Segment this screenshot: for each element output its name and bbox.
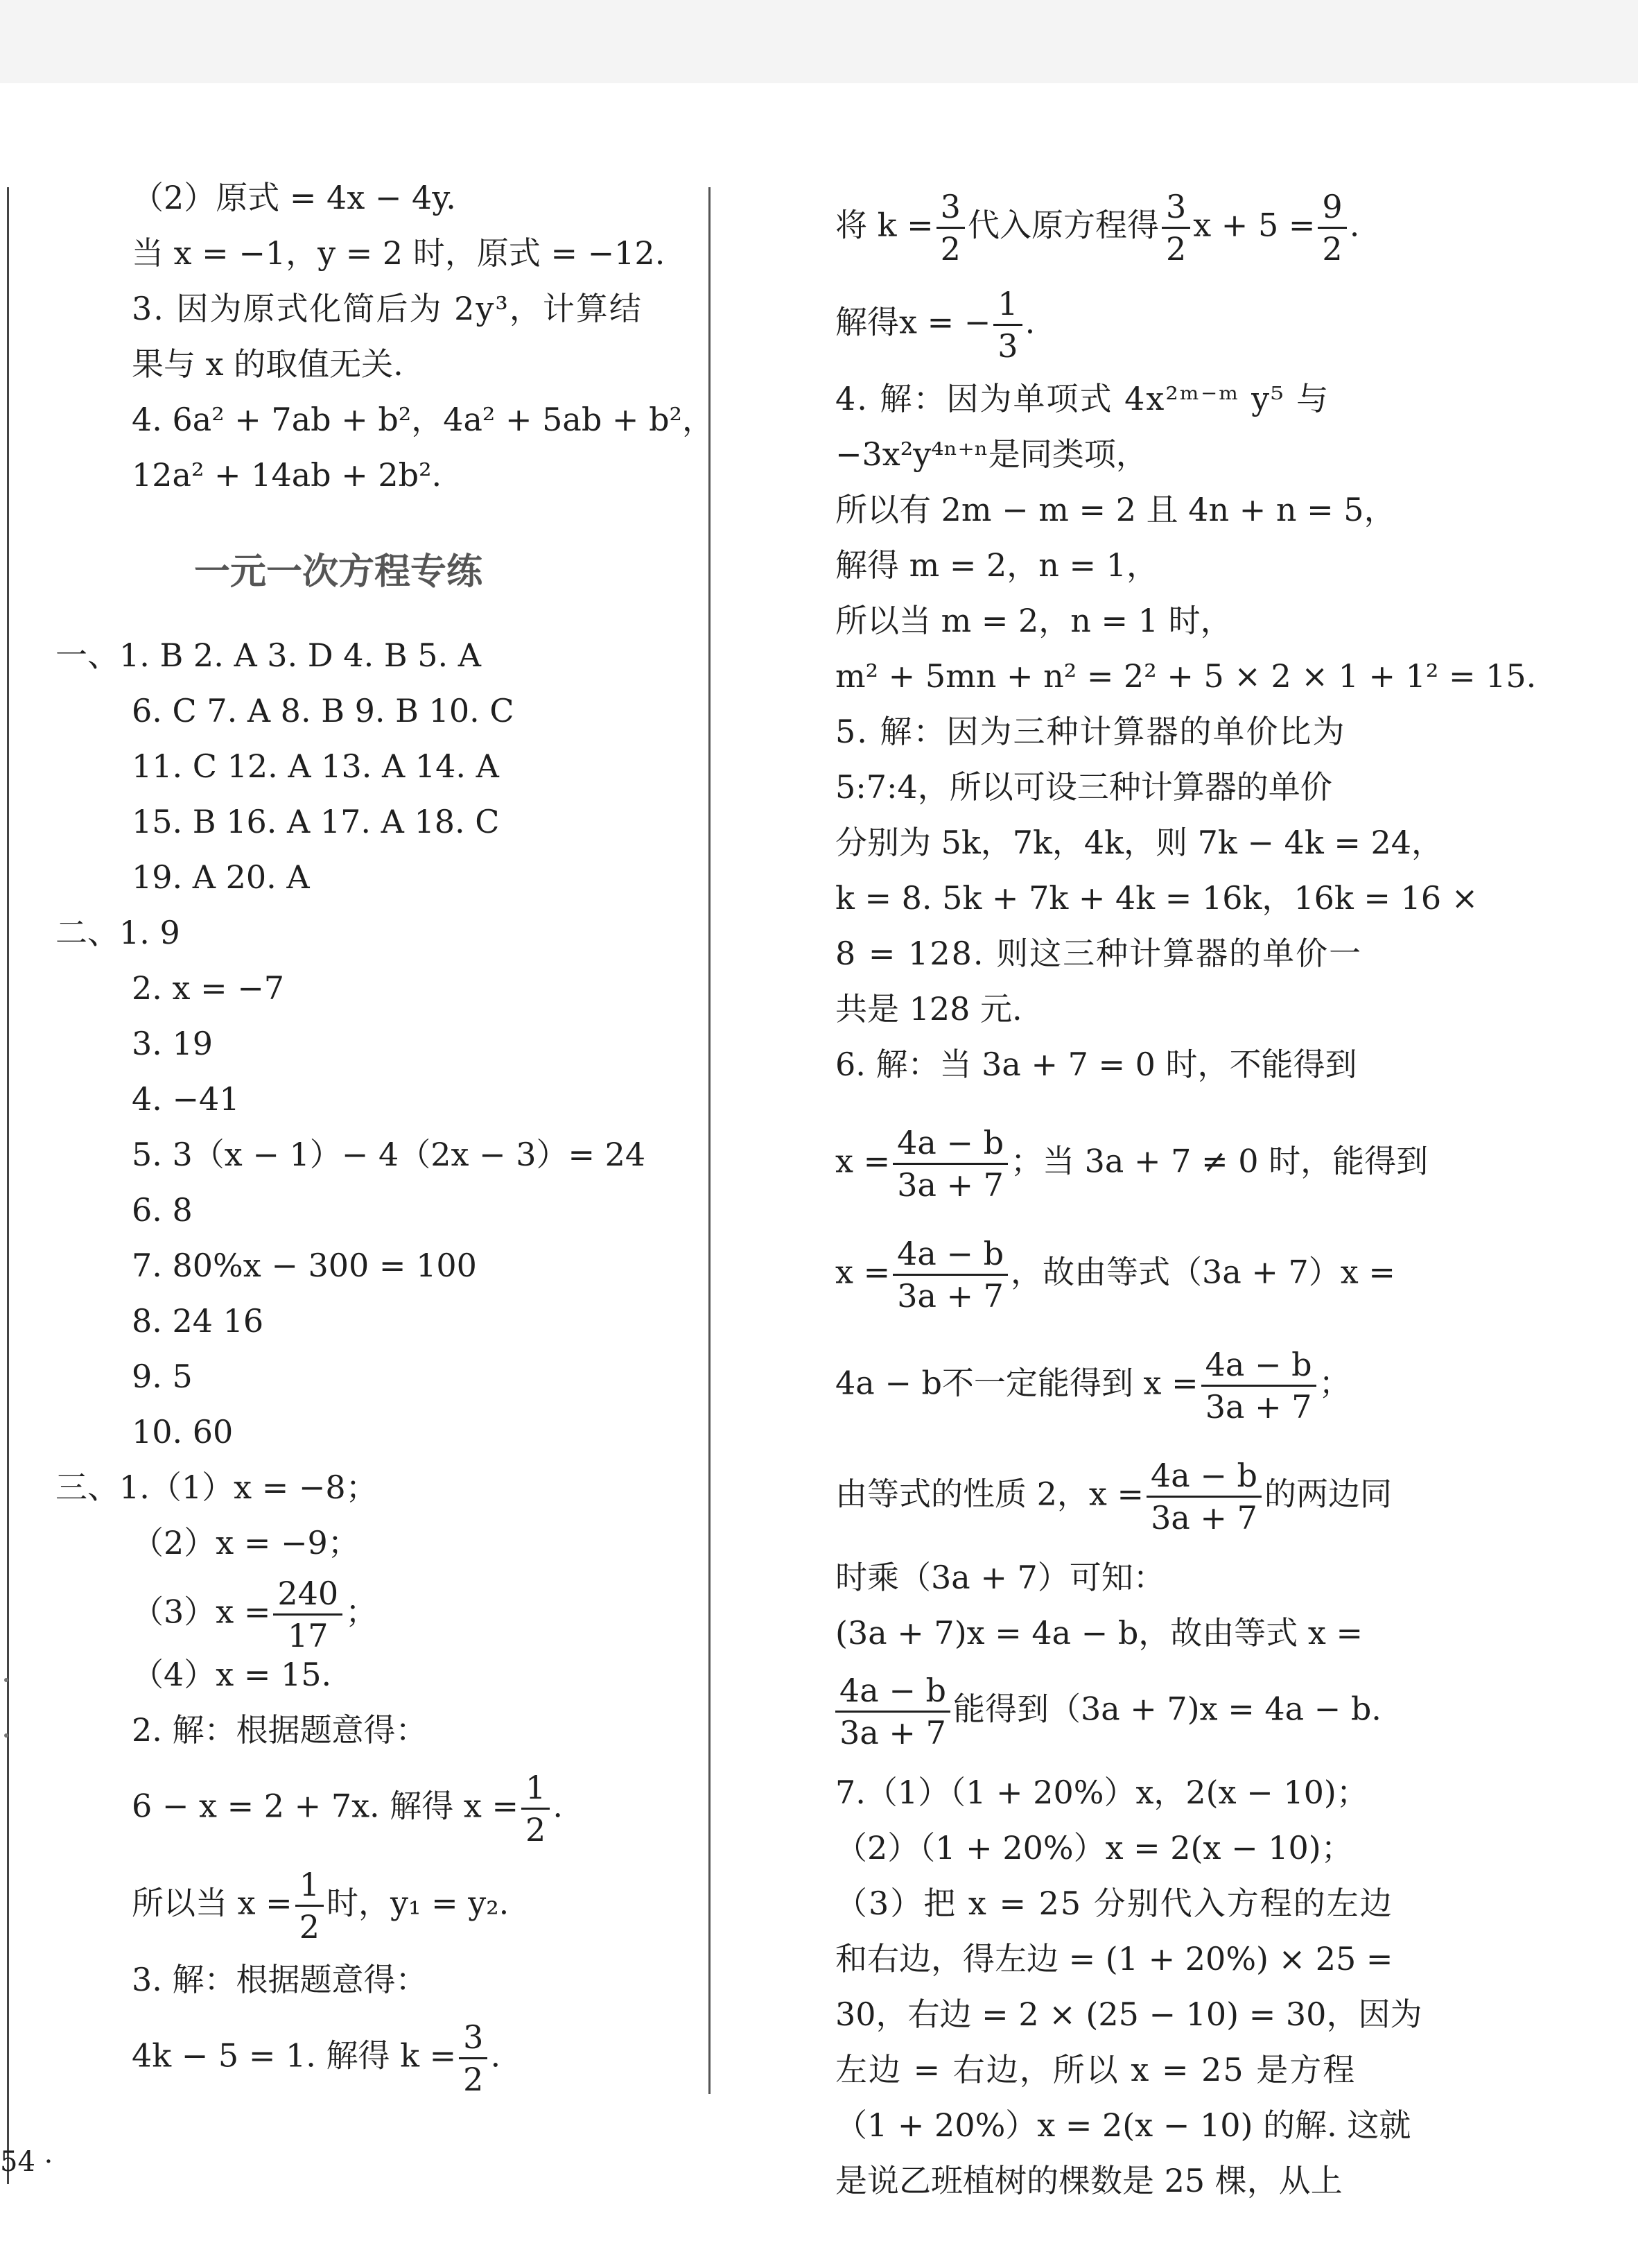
text-line: 当 x = −1，y = 2 时，原式 = −12.: [132, 234, 665, 272]
fraction: [1201, 1346, 1316, 1426]
text-segment: ；: [1318, 1364, 1351, 1402]
text-segment: x =: [835, 1253, 891, 1291]
fraction: [1318, 188, 1346, 268]
answer-row: 一、1. B 2. A 3. D 4. B 5. A: [55, 637, 481, 674]
numerator: 4a − b: [1147, 1460, 1262, 1498]
answer-row: 7. 80%x − 300 = 100: [132, 1247, 477, 1284]
text-segment: （3）x =: [132, 1593, 271, 1631]
answer-row: 6. 8: [132, 1191, 193, 1229]
text-segment: 6 − x = 2 + 7x. 解得 x =: [132, 1787, 519, 1825]
scan-mark: [4, 1678, 8, 1682]
text-segment: .: [552, 1787, 563, 1825]
text-line: 解得 m = 2，n = 1，: [835, 546, 1158, 584]
fraction: [893, 1235, 1008, 1315]
left-edge-line: [7, 187, 9, 2184]
text-segment: ，故由等式（3a + 7）x =: [1011, 1253, 1395, 1291]
text-line: m² + 5mn + n² = 2² + 5 × 2 × 1 + 1² = 15.: [835, 657, 1537, 695]
numerator: 3: [459, 2021, 487, 2059]
text-line: k = 8. 5k + 7k + 4k = 16k，16k = 16 ×: [835, 879, 1479, 917]
text-line: [835, 188, 1360, 268]
section-title: 一元一次方程专练: [194, 551, 483, 593]
denominator: 3a + 7: [897, 1277, 1004, 1315]
numerator: 3: [936, 191, 965, 229]
numerator: 240: [273, 1577, 342, 1616]
fraction: [295, 1866, 324, 1946]
text-line: 5:7:4，所以可设三种计算器的单价: [835, 768, 1332, 806]
text-segment: 将 k =: [835, 206, 934, 244]
answer-row: [132, 2018, 501, 2098]
text-segment: .: [490, 2036, 501, 2075]
page-number: 54 ·: [0, 2146, 53, 2178]
text-line: 5. 解：因为三种计算器的单价比为: [835, 713, 1346, 750]
answer-row: 2. 解：根据题意得：: [132, 1711, 428, 1749]
text-line: 所以有 2m − m = 2 且 4n + n = 5，: [835, 491, 1396, 528]
denominator: 2: [525, 1811, 546, 1849]
answer-row: 二、1. 9: [55, 914, 180, 951]
text-line: 6. 解：当 3a + 7 = 0 时，不能得到: [835, 1046, 1357, 1083]
column-divider: [708, 187, 711, 2094]
fraction: [893, 1124, 1008, 1204]
text-segment: x + 5 =: [1193, 206, 1316, 244]
text-line: (3a + 7)x = 4a − b，故由等式 x =: [835, 1614, 1363, 1652]
text-line: [835, 1346, 1351, 1426]
fraction: [1147, 1457, 1262, 1536]
answer-row: 15. B 16. A 17. A 18. C: [132, 803, 500, 840]
text-segment: ；: [345, 1593, 378, 1631]
answer-row: 三、1.（1）x = −8；: [55, 1469, 378, 1506]
text-line: （2）（1 + 20%）x = 2(x − 10)；: [835, 1829, 1353, 1867]
text-line: （3）把 x = 25 分别代入方程的左边: [835, 1885, 1393, 1922]
text-line: [835, 1235, 1395, 1315]
answer-row: 8. 24 16: [132, 1302, 264, 1340]
text-line: 是说乙班植树的棵数是 25 棵，从上: [835, 2162, 1343, 2199]
answer-row: 3. 19: [132, 1025, 214, 1062]
text-segment: 代入原方程得: [967, 206, 1159, 244]
answer-row: （2）x = −9；: [132, 1524, 360, 1561]
text-segment: 时，y₁ = y₂.: [326, 1884, 509, 1922]
text-segment: 解得x = −: [835, 303, 991, 341]
answer-row: 19. A 20. A: [132, 858, 310, 896]
answer-row: （4）x = 15.: [132, 1656, 332, 1693]
text-line: 左边 = 右边，所以 x = 25 是方程: [835, 2051, 1357, 2088]
text-segment: .: [1349, 206, 1360, 244]
denominator: 3a + 7: [839, 1714, 946, 1751]
text-line: 和右边，得左边 = (1 + 20%) × 25 =: [835, 1940, 1393, 1977]
answer-row: 10. 60: [132, 1413, 234, 1451]
text-segment: .: [1025, 303, 1036, 341]
numerator: 1: [993, 288, 1022, 326]
text-line: 12a² + 14ab + 2b².: [132, 456, 442, 494]
text-segment: 4k − 5 = 1. 解得 k =: [132, 2036, 457, 2075]
answer-row: [132, 1866, 509, 1946]
text-line: 分别为 5k，7k，4k，则 7k − 4k = 24，: [835, 824, 1444, 861]
numerator: 4a − b: [893, 1238, 1008, 1276]
text-segment: 4a − b不一定能得到 x =: [835, 1364, 1199, 1402]
text-line: [835, 285, 1036, 365]
denominator: 3a + 7: [1151, 1499, 1257, 1536]
fraction: [521, 1769, 550, 1849]
fraction: [993, 285, 1022, 365]
text-line: 4. 解：因为单项式 4x²ᵐ⁻ᵐ y⁵ 与: [835, 380, 1330, 417]
answer-row: 11. C 12. A 13. A 14. A: [132, 747, 499, 785]
scan-mark: [4, 1733, 8, 1738]
denominator: 17: [288, 1617, 329, 1654]
fraction: [1162, 188, 1190, 268]
text-line: [835, 1124, 1429, 1204]
text-line: [835, 1457, 1392, 1536]
top-band: [0, 0, 1638, 83]
text-line: 3. 因为原式化简后为 2y³，计算结: [132, 290, 643, 327]
text-line: 果与 x 的取值无关.: [132, 345, 403, 383]
answer-row: 2. x = −7: [132, 969, 285, 1007]
text-line: 共是 128 元.: [835, 990, 1022, 1028]
numerator: 1: [521, 1772, 550, 1810]
fraction: [835, 1674, 950, 1749]
numerator: 1: [295, 1869, 324, 1907]
answer-row: [132, 1577, 377, 1652]
fraction: [936, 188, 965, 268]
answer-row: 5. 3（x − 1）− 4（2x − 3）= 24: [132, 1136, 646, 1173]
text-line: [835, 1674, 1382, 1749]
text-segment: 由等式的性质 2，x =: [835, 1475, 1144, 1513]
text-line: 时乘（3a + 7）可知：: [835, 1559, 1165, 1596]
numerator: 4a − b: [893, 1127, 1008, 1165]
denominator: 2: [299, 1908, 320, 1946]
numerator: 4a − b: [1201, 1349, 1316, 1387]
text-line: −3x²y⁴ⁿ⁺ⁿ是同类项，: [835, 435, 1148, 473]
text-line: （2）原式 = 4x − 4y.: [132, 179, 456, 216]
denominator: 3: [997, 327, 1018, 365]
text-segment: 的两边同: [1264, 1475, 1392, 1513]
denominator: 3a + 7: [1205, 1388, 1312, 1426]
text-line: 4. 6a² + 7ab + b²，4a² + 5ab + b²，: [132, 401, 714, 438]
text-line: 所以当 m = 2，n = 1 时，: [835, 602, 1232, 639]
text-segment: 能得到（3a + 7)x = 4a − b.: [952, 1690, 1382, 1728]
numerator: 9: [1318, 191, 1346, 229]
answer-row: 9. 5: [132, 1358, 193, 1395]
numerator: 4a − b: [835, 1674, 950, 1713]
fraction: [273, 1577, 342, 1652]
denominator: 2: [940, 230, 961, 268]
denominator: 3a + 7: [897, 1166, 1004, 1204]
answer-row: [132, 1769, 563, 1849]
text-segment: ；当 3a + 7 ≠ 0 时，能得到: [1011, 1142, 1429, 1180]
text-segment: 所以当 x =: [132, 1884, 293, 1922]
fraction: [459, 2018, 487, 2098]
answer-row: 3. 解：根据题意得：: [132, 1961, 428, 1998]
denominator: 2: [1322, 230, 1343, 268]
denominator: 2: [463, 2061, 484, 2098]
text-line: 7.（1）（1 + 20%）x，2(x − 10)；: [835, 1774, 1368, 1811]
denominator: 2: [1165, 230, 1187, 268]
answer-row: 4. −41: [132, 1080, 240, 1118]
text-line: 30，右边 = 2 × (25 − 10) = 30，因为: [835, 1996, 1422, 2033]
answer-row: 6. C 7. A 8. B 9. B 10. C: [132, 692, 514, 729]
numerator: 3: [1162, 191, 1190, 229]
text-line: （1 + 20%）x = 2(x − 10) 的解. 这就: [835, 2106, 1411, 2144]
text-line: 8 = 128. 则这三种计算器的单价一: [835, 935, 1363, 972]
text-segment: x =: [835, 1142, 891, 1180]
